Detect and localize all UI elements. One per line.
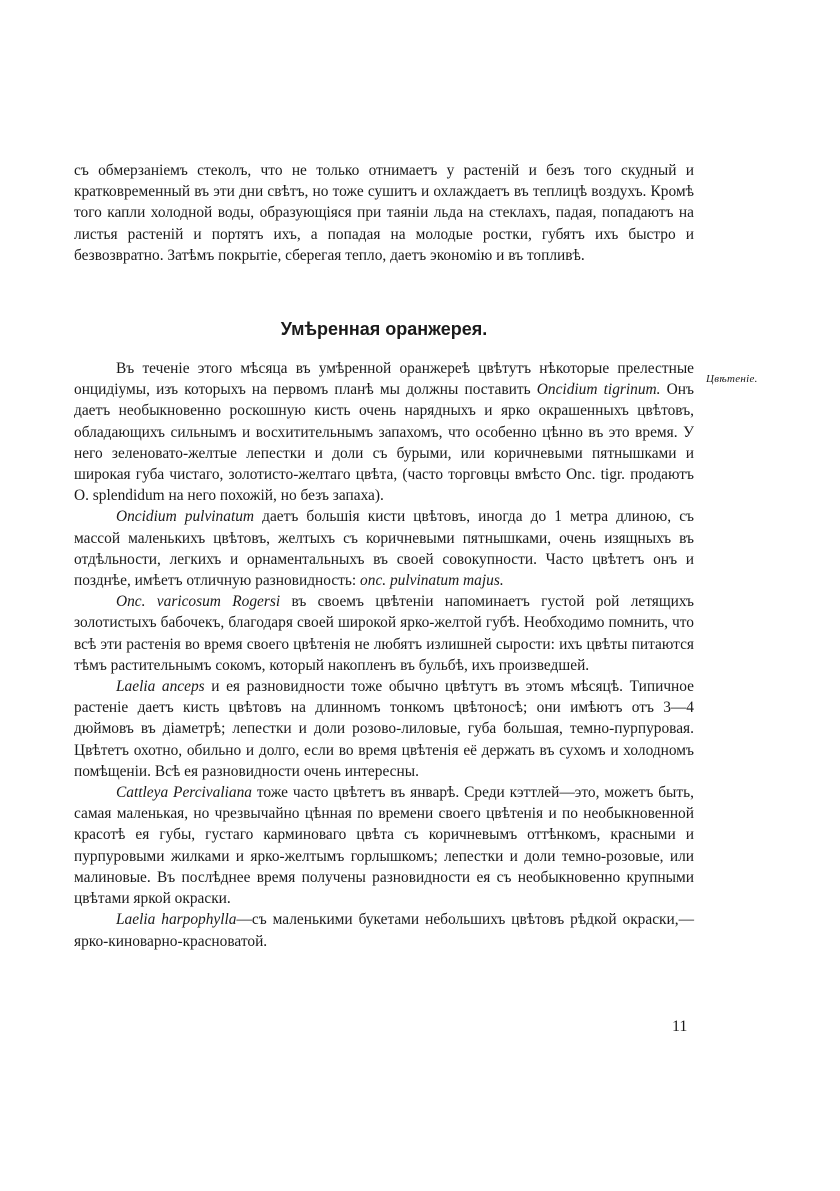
paragraph-oncidium-tigrinum [74, 358, 694, 506]
species-name: Oncidium tigrinum. [536, 381, 661, 399]
section-title: Умѣренная оранжерея. [280, 319, 488, 340]
paragraph-text: даетъ большiя кисти цвѣтовъ, иногда до 1 метра длиною, съ массой маленькихъ цвѣтовъ, желтыхъ съ коричневыми пятнышками, очень изящныхъ въ отдѣльности, легкихъ и орнаментальныхъ въ своей совокупности. Часто цвѣтетъ онъ и позднѣе, имѣетъ отличную разновидность: [74, 508, 695, 590]
species-name: Onc. varicosum Rogersi [116, 593, 281, 611]
paragraph-laelia-harpophylla [74, 909, 694, 951]
intro-paragraph: съ обмерзанiемъ стеколъ, что не только отнимаетъ у растенiй и безъ того скудный и кратковременный въ эти дни свѣтъ, но тоже сушитъ и охлаждаетъ въ теплицѣ воздухъ. Кромѣ того капли холодной воды, образующiяся при таянiи льда на стеклахъ, падая, попадаютъ на листья растенiй и портятъ ихъ, а попадая на молодые ростки, губятъ ихъ быстро и безвозвратно. Затѣмъ покрытiе, сберегая тепло, даетъ экономiю и въ топливѣ. [74, 162, 694, 264]
paragraph-text: въ своемъ цвѣтенiи напоминаетъ густой рой летящихъ золотистыхъ бабочекъ, благодаря своей широкой ярко-желтой губѣ. Необходимо помнить, что всѣ эти растенiя во время своего цвѣтенiя не любятъ излишней сырости: ихъ цвѣты питаются тѣмъ растительнымъ сокомъ, который накопленъ въ бульбѣ, ихъ произведшей. [74, 593, 694, 674]
paragraph-text: Онъ даетъ необыкновенно роскошную кисть очень нарядныхъ и ярко окрашенныхъ цвѣтовъ, обладающихъ сильнымъ и восхитительнымъ запахомъ, что особенно цѣнно въ это время. У него зеленовато-желтые лепестки и доли съ бурыми, или коричневыми пятнышками и широкая губа чистаго, золотисто-желтаго цвѣта, (часто торговцы вмѣсто Onc. tigr. продаютъ O. splendidum на него похожiй, но безъ запаха). [74, 381, 694, 505]
paragraph-laelia-anceps [74, 676, 694, 782]
paragraph-cattleya-percivaliana [74, 782, 694, 909]
paragraph-text: —съ маленькими букетами небольшихъ цвѣтовъ рѣдкой окраски,—ярко-киноварно-красноватой. [74, 911, 694, 950]
species-name: Laelia anceps [116, 678, 205, 696]
variety-name: onc. pulvinatum majus. [360, 572, 504, 590]
paragraph-oncidium-varicosum [74, 591, 694, 676]
species-name: Laelia harpophylla [116, 911, 237, 929]
paragraph-text: Въ теченiе этого мѣсяца въ умѣренной оранжереѣ цвѣтутъ нѣкоторые прелестные онцидiумы, изъ которыхъ на первомъ планѣ мы должны поставить [74, 360, 694, 399]
species-name: Cattleya Percivaliana [116, 784, 252, 802]
species-name: Oncidium pulvinatum [116, 508, 255, 526]
paragraph-text: и ея разновидности тоже обычно цвѣтутъ въ этомъ мѣсяцѣ. Типичное растенiе даетъ кисть цвѣтовъ на длинномъ тонкомъ цвѣтоносѣ; они имѣютъ отъ 3—4 дюймовъ въ дiаметрѣ; лепестки и доли розово-лиловые, губа большая, темно-пурпуровая. Цвѣтетъ охотно, обильно и долго, если во время цвѣтенiя её держать въ сухомъ и холодномъ помѣщенiи. Всѣ ея разновидности очень интересны. [74, 678, 695, 780]
page-body [74, 160, 694, 952]
margin-note: Цвѣтенiе. [706, 373, 758, 385]
paragraph-oncidium-pulvinatum [74, 506, 694, 591]
page-number: 11 [672, 1018, 688, 1035]
paragraph-text: тоже часто цвѣтетъ въ январѣ. Среди кэттлей—это, можетъ быть, самая маленькая, но чрезвычайно цѣнная по времени своего цвѣтенiя и по необыкновенной красотѣ ея губы, густаго карминоваго цвѣта съ коричневымъ оттѣнкомъ, красными и пурпуровыми жилками и ярко-желтымъ горлышкомъ; лепестки и доли темно-розовые, или малиновые. Въ послѣднее время получены разновидности ея съ необыкновенно крупными цвѣтами яркой окраски. [74, 784, 694, 908]
